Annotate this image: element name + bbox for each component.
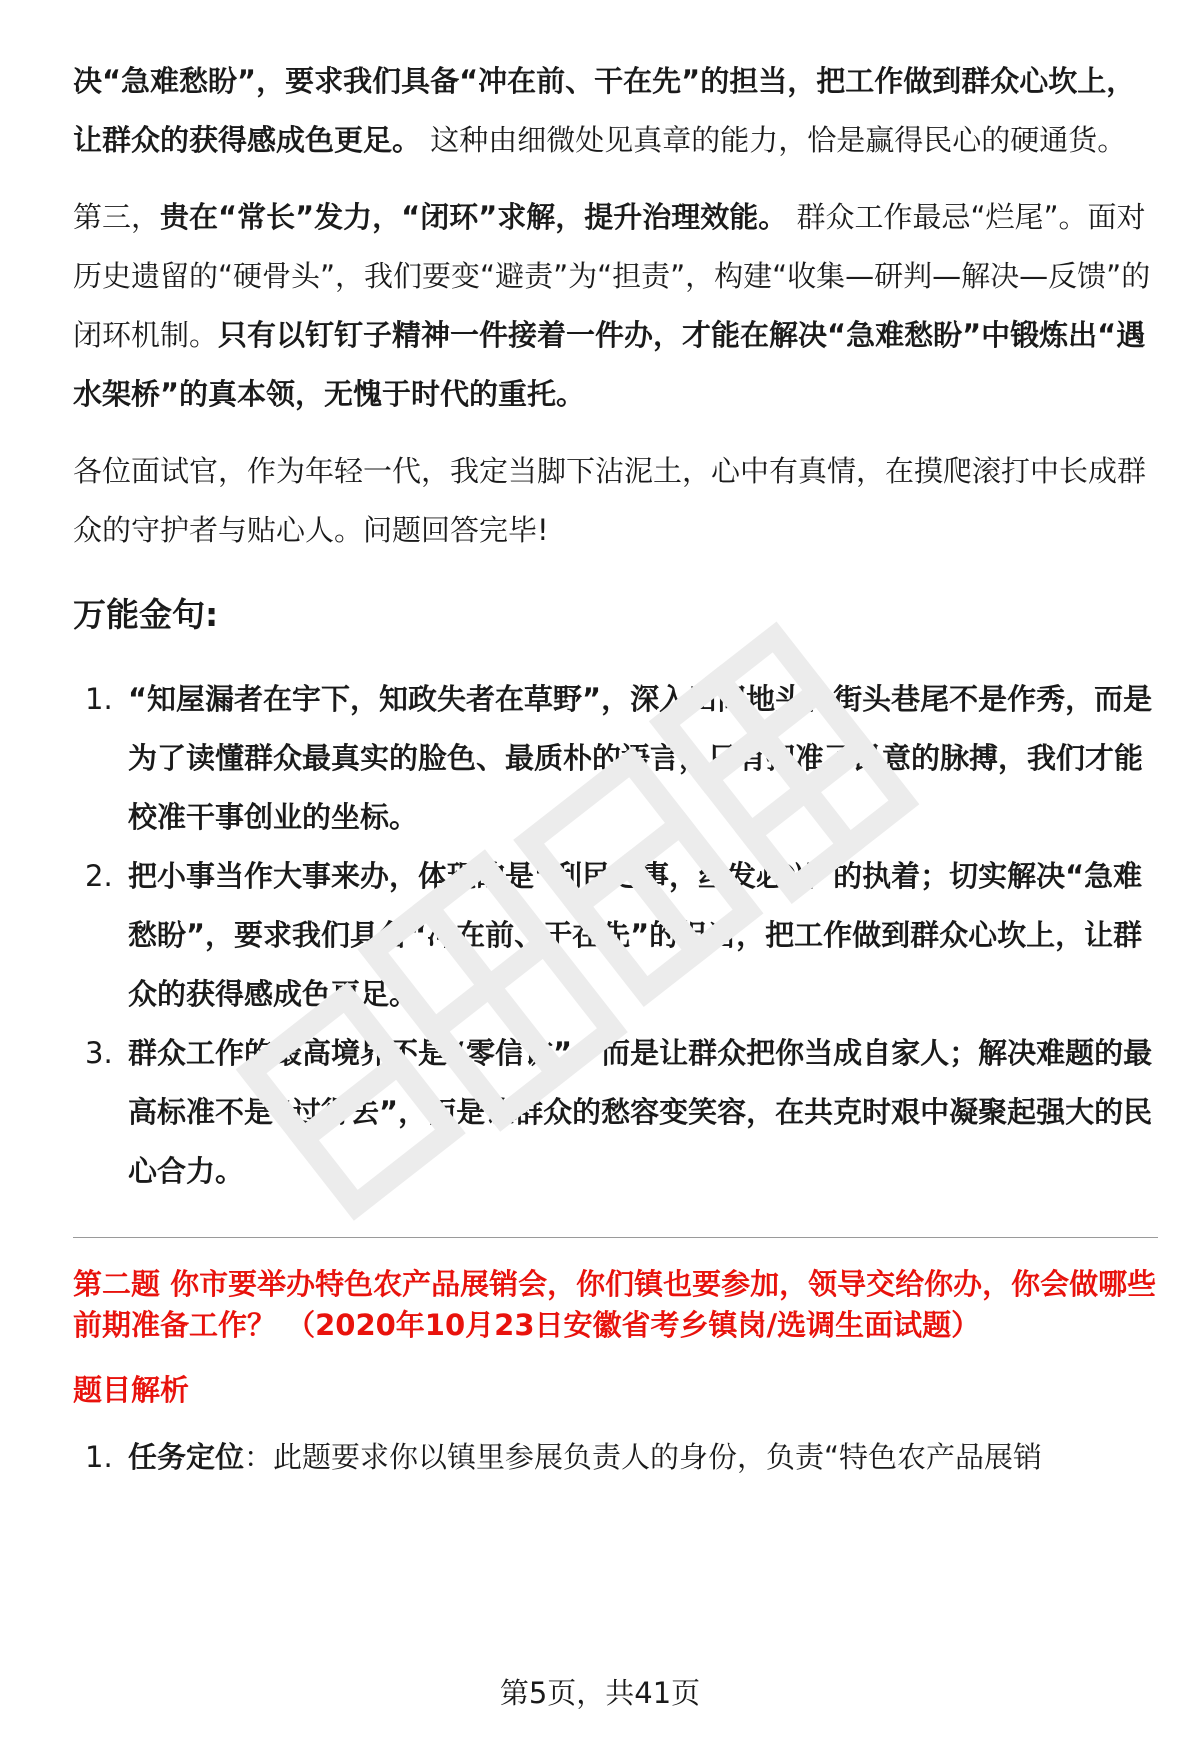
paragraph-closing: 各位面试官，作为年轻一代，我定当脚下沾泥土，心中有真情，在摸爬滚打中长成群众的守护者与贴心人。问题回答完毕! <box>73 454 1147 547</box>
paragraph-bold-text: 贵在“常长”发力，“闭环”求解，提升治理效能。 <box>160 200 788 234</box>
document-page <box>73 52 1158 1487</box>
paragraph-bold-text: 决“急难愁盼”，要求我们具备“冲在前、干在先”的担当，把工作做到群众心坎上，让群众的获得感成色更足。 <box>73 64 1136 157</box>
golden-quotes-heading: 万能金句: <box>73 595 219 634</box>
list-item <box>73 1024 1158 1201</box>
paragraph-text: 群众工作最忌“烂尾”。面对历史遗留的“硬骨头”，我们要变“避责”为“担责”，构建“收集—研判—解决—反馈”的闭环机制。 <box>73 200 1151 352</box>
section-divider <box>73 1237 1158 1238</box>
list-item <box>73 847 1158 1024</box>
list-item-text: ：此题要求你以镇里参展负责人的身份，负责“特色农产品展销 <box>244 1440 1043 1474</box>
question-title: 第二题 你市要举办特色农产品展销会，你们镇也要参加，领导交给你办，你会做哪些前期准备工作？ （2020年10月23日安徽省考乡镇岗/选调生面试题） <box>73 1267 1157 1342</box>
list-item-text: 群众工作的最高境界不是“零信访”，而是让群众把你当成自家人；解决难题的最高标准不是“过得去”，而是让群众的愁容变笑容，在共克时艰中凝聚起强大的民心合力。 <box>128 1036 1153 1188</box>
list-number: 1. <box>85 1440 113 1474</box>
paragraph-continuation <box>73 52 1158 170</box>
paragraph-bold-text: 只有以钉钉子精神一件接着一件办，才能在解决“急难愁盼”中锻炼出“遇水架桥”的真本领，无愧于时代的重托。 <box>73 318 1146 411</box>
paragraph-third-point <box>73 188 1158 424</box>
analysis-list <box>73 1428 1158 1487</box>
list-item-text: 把小事当作大事来办，体现的是“利民之事，丝发必兴”的执着；切实解决“急难愁盼”，要求我们具备“冲在前、干在先”的担当，把工作做到群众心坎上，让群众的获得感成色更足。 <box>128 859 1143 1011</box>
golden-quotes-list <box>73 670 1158 1201</box>
list-item <box>73 1428 1158 1487</box>
list-number: 1. <box>85 682 113 716</box>
list-number: 2. <box>85 859 113 893</box>
list-item-text: “知屋漏者在宇下，知政失者在草野”，深入田间地头、街头巷尾不是作秀，而是为了读懂群众最真实的脸色、最质朴的语言，只有把准了民意的脉搏，我们才能校准干事创业的坐标。 <box>128 682 1153 834</box>
list-item-label: 任务定位 <box>128 1440 245 1474</box>
page-footer: 第5页，共41页 <box>499 1676 701 1710</box>
list-item <box>73 670 1158 847</box>
paragraph-prefix: 第三， <box>73 200 161 234</box>
analysis-subheading: 题目解析 <box>73 1373 190 1407</box>
paragraph-text: 这种由细微处见真章的能力，恰是赢得民心的硬通货。 <box>421 123 1127 157</box>
list-number: 3. <box>85 1036 113 1070</box>
